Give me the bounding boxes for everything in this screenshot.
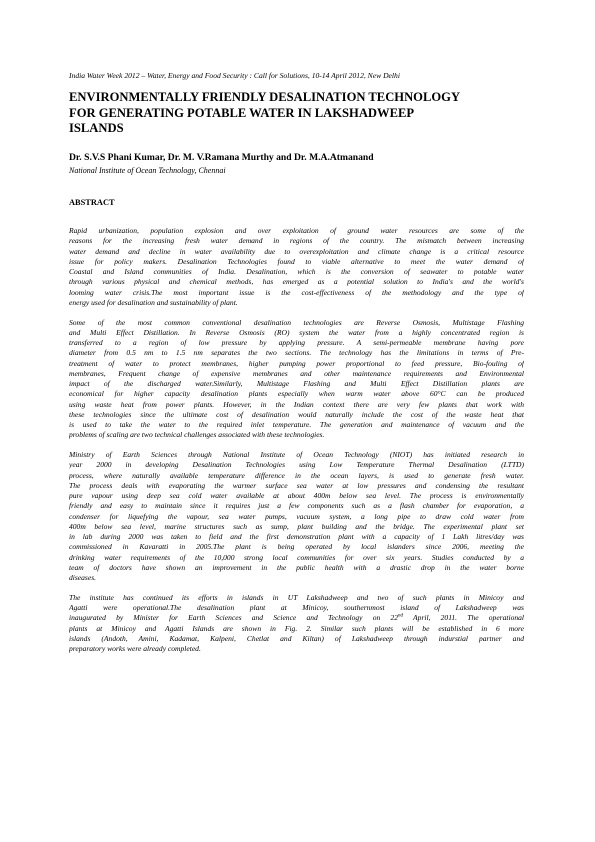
text-line: condenser for liquefying the vapour, sea water pumps, vacuum system, a long pipe to draw cold water from [69,511,524,521]
body-paragraph [69,318,524,441]
text-line: 400m below sea level, marine structures such as sump, plant building and the bridge. The experimental plant set [69,521,524,531]
body-paragraph [69,226,524,308]
text-line: The process deals with evaporating the warmer surface sea water at low pressures and condensing the resultant [69,480,524,490]
text-line: Coastal and Island communities of India. Desalination, which is the conversion of seawater to potable water [69,267,524,276]
text-line: commissioned in Kavaratti in 2005.The plant is being operated by local islanders since 2006, meeting the [69,542,524,552]
text-line: diseases. [69,573,97,582]
text-line: reasons for the increasing fresh water demand in regions of the country. The mismatch between increasing [69,236,524,246]
text-line: through various physical and chemical methods, has emerged as a potential solution to India's and the world's [69,277,524,287]
text-line: Rapid urbanization, population explosion and over exploitation of ground water resources are some of the [69,226,524,235]
text-line: impact of the discharged water.Similarly, Multistage Flashing and Multi Effect Distillation plants are [69,379,524,388]
title-line: ISLANDS [69,121,124,135]
author-list: Dr. S.V.S Phani Kumar, Dr. M. V.Ramana Murthy and Dr. M.A.Atmanand [69,152,374,163]
text-line: transferred to a region of low pressure by applying pressure. A semi-permeable membrane having pore [69,338,524,347]
text-line: treatment of water to protect membranes, higher pumping power proportional to feed pressure, Bio-fouling of [69,358,524,368]
text-line: economical for higher capacity desalination plants especially when warm water above 60°C can be produced [69,389,524,399]
text-line: process, where naturally available temperature difference in the ocean layers, is used to generate fresh water. [69,470,524,480]
text-line: using waste heat from power plants. However, in the Indian context there are very few plants that work with [69,399,524,409]
text-line: Agatti were operational.The desalination plant at Minicoy, southernmost island of Lakshadweep was [69,603,524,612]
text-line: diameter from 0.5 nm to 1.5 nm separates the two sections. The technology has the limitations in terms of Pre- [69,348,524,358]
text-line: is used to take the water to the required inlet temperature. The generation and maintenance of vacuum and the [69,420,524,429]
text-line: plants at Minicoy and Agatti Islands are shown in Fig. 2. Similar such plants will be established in 6 more [69,623,524,633]
text-line: friendly and easy to maintain since it requires just a few components such as a flash chamber for evaporation, a [69,501,524,511]
text-line: these technologies since the ultimate cost of desalination would naturally include the cost of the waste heat that [69,409,524,419]
text-line: problems of scaling are two technical challenges associated with these technologies. [69,430,325,440]
title-line: FOR GENERATING POTABLE WATER IN LAKSHADWEEP [69,105,415,120]
text-line: Some of the most common conventional desalination technologies are Reverse Osmosis, Multistage Flashing [69,317,524,327]
text-line: issue for policy makers. Desalination Technologies found to viable alternative to meet the water demand of [69,256,524,266]
abstract-body [69,226,524,664]
text-line: and Multi Effect Distillation. In Reverse Osmosis (RO) system the water from a highly concentrated region is [69,327,524,337]
body-paragraph [69,593,524,655]
text-line: inaugurated by Minister for Earth Sciences and Science and Technology on 22nd April, 2011. The operational [69,613,524,623]
text-line: preparatory works were already completed. [69,644,201,653]
body-paragraph [69,450,524,583]
text-line: islands (Andoth, Amini, Kadamat, Kalpeni, Chetlat and Kiltan) of Lakshadweep through indurstial partner and [69,633,524,643]
title-line: ENVIRONMENTALLY FRIENDLY DESALINATION TECHNOLOGY [69,90,461,104]
text-line: water demand and decline in water availability due to overexploitation and climate change is a critical resource [69,246,524,256]
text-line: The institute has continued its efforts in islands in UT Lakshadweep and two of such plants in Minicoy and [69,592,524,602]
text-line: year 2000 in developing Desalination Technologies using Low Temperature Thermal Desalination (LTTD) [69,460,524,470]
text-line: energy used for desalination and sustainability of plant. [69,297,238,307]
abstract-heading: ABSTRACT [69,198,115,207]
text-line: looming water crisis.The most important issue is the cost-effectiveness of the methodology and the type of [69,287,524,297]
conference-header: India Water Week 2012 – Water, Energy and Food Security : Call for Solutions, 10-14 April 2012, New Delhi [69,71,400,80]
text-line: drinking water requirements of the 10,000 strong local communities for over six years. Studies conducted by a [69,552,524,562]
text-line: pure vapour using deep sea cold water available at about 400m below sea level. The process is environmentally [69,491,524,500]
text-line: in lab during 2000 was taken to field and the first demonstration plant with a capacity of 1 Lakh litres/day was [69,532,524,541]
text-line: Ministry of Earth Sciences through National Institute of Ocean Technology (NIOT) has initiated research in [69,450,524,459]
paper-title [69,90,539,137]
text-line: team of doctors have shown an improvement in the public health with a drastic drop in the water borne [69,562,524,572]
text-line: membranes, Frequent change of expensive membranes and other maintenance requirements and Environmental [69,368,524,378]
affiliation: National Institute of Ocean Technology, Chennai [69,166,226,175]
